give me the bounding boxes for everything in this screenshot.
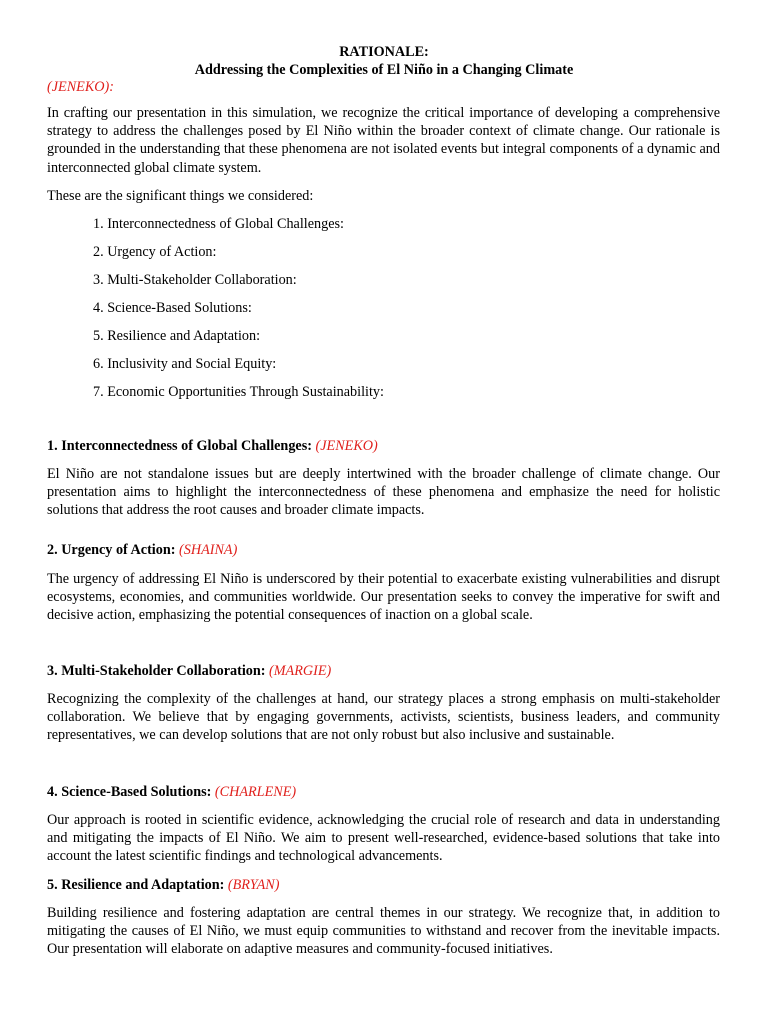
page-subtitle: Addressing the Complexities of El Niño in a Changing Climate — [194, 62, 574, 78]
section-heading — [47, 662, 331, 680]
section-author: (SHAINA) — [179, 542, 238, 558]
section-heading-text: 3. Multi-Stakeholder Collaboration: — [47, 663, 266, 679]
considered-lead: These are the significant things we considered: — [47, 188, 314, 204]
list-item: 5. Resilience and Adaptation: — [93, 328, 261, 344]
list-item: 3. Multi-Stakeholder Collaboration: — [93, 272, 297, 288]
list-item: 4. Science-Based Solutions: — [93, 300, 252, 316]
section-body: The urgency of addressing El Niño is underscored by their potential to exacerbate existing vulnerabilities and disrupt ecosystems, economies, and communities worldwide. Our presentation seeks to convey the imperative for swift and decisive action, emphasizing the potential consequences of inaction on a global scale. — [47, 571, 720, 624]
section-heading-text: 4. Science-Based Solutions: — [47, 784, 212, 800]
section-heading-text: 2. Urgency of Action: — [47, 542, 176, 558]
list-item: 6. Inclusivity and Social Equity: — [93, 356, 277, 372]
section-heading — [47, 876, 279, 894]
intro-author: (JENEKO): — [47, 79, 114, 95]
section-author: (JENEKO) — [315, 438, 378, 454]
section-body: Our approach is rooted in scientific evidence, acknowledging the crucial role of research and data in understanding and mitigating the impacts of El Niño. We aim to present well-researched, evidence-based solutions that take into account the latest scientific findings and technological advancements. — [47, 812, 720, 865]
section-heading-text: 5. Resilience and Adaptation: — [47, 877, 225, 893]
list-item: 1. Interconnectedness of Global Challenges: — [93, 216, 344, 232]
section-heading — [47, 541, 237, 559]
intro-paragraph: In crafting our presentation in this simulation, we recognize the critical importance of developing a comprehensive strategy to address the challenges posed by El Niño within the broader context of climate change. Our rationale is grounded in the understanding that these phenomena are not isolated events but integral components of a dynamic and interconnected global climate system. — [47, 105, 720, 176]
section-author: (CHARLENE) — [214, 784, 297, 800]
section-author: (BRYAN) — [227, 877, 280, 893]
section-heading — [47, 437, 378, 455]
list-item: 7. Economic Opportunities Through Sustainability: — [93, 384, 384, 400]
page-title: RATIONALE: — [339, 44, 429, 60]
section-heading-text: 1. Interconnectedness of Global Challenges: — [47, 438, 312, 454]
section-body: El Niño are not standalone issues but are deeply intertwined with the broader challenge of climate change. Our presentation aims to highlight the interconnectedness of these phenomena and emphasize the need for holistic solutions that address the root causes and broader climate impacts. — [47, 466, 720, 519]
section-body: Building resilience and fostering adaptation are central themes in our strategy. We recognize that, in addition to mitigating the causes of El Niño, we must equip communities to withstand and recover from the inevitable impacts. Our presentation will elaborate on adaptive measures and community-focused initiatives. — [47, 905, 720, 958]
section-body: Recognizing the complexity of the challenges at hand, our strategy places a strong emphasis on multi-stakeholder collaboration. We believe that by engaging governments, activists, scientists, business leaders, and community representatives, we can develop solutions that are not only robust but also inclusive and sustainable. — [47, 691, 720, 744]
section-heading — [47, 783, 296, 801]
section-author: (MARGIE) — [269, 663, 332, 679]
list-item: 2. Urgency of Action: — [93, 244, 217, 260]
